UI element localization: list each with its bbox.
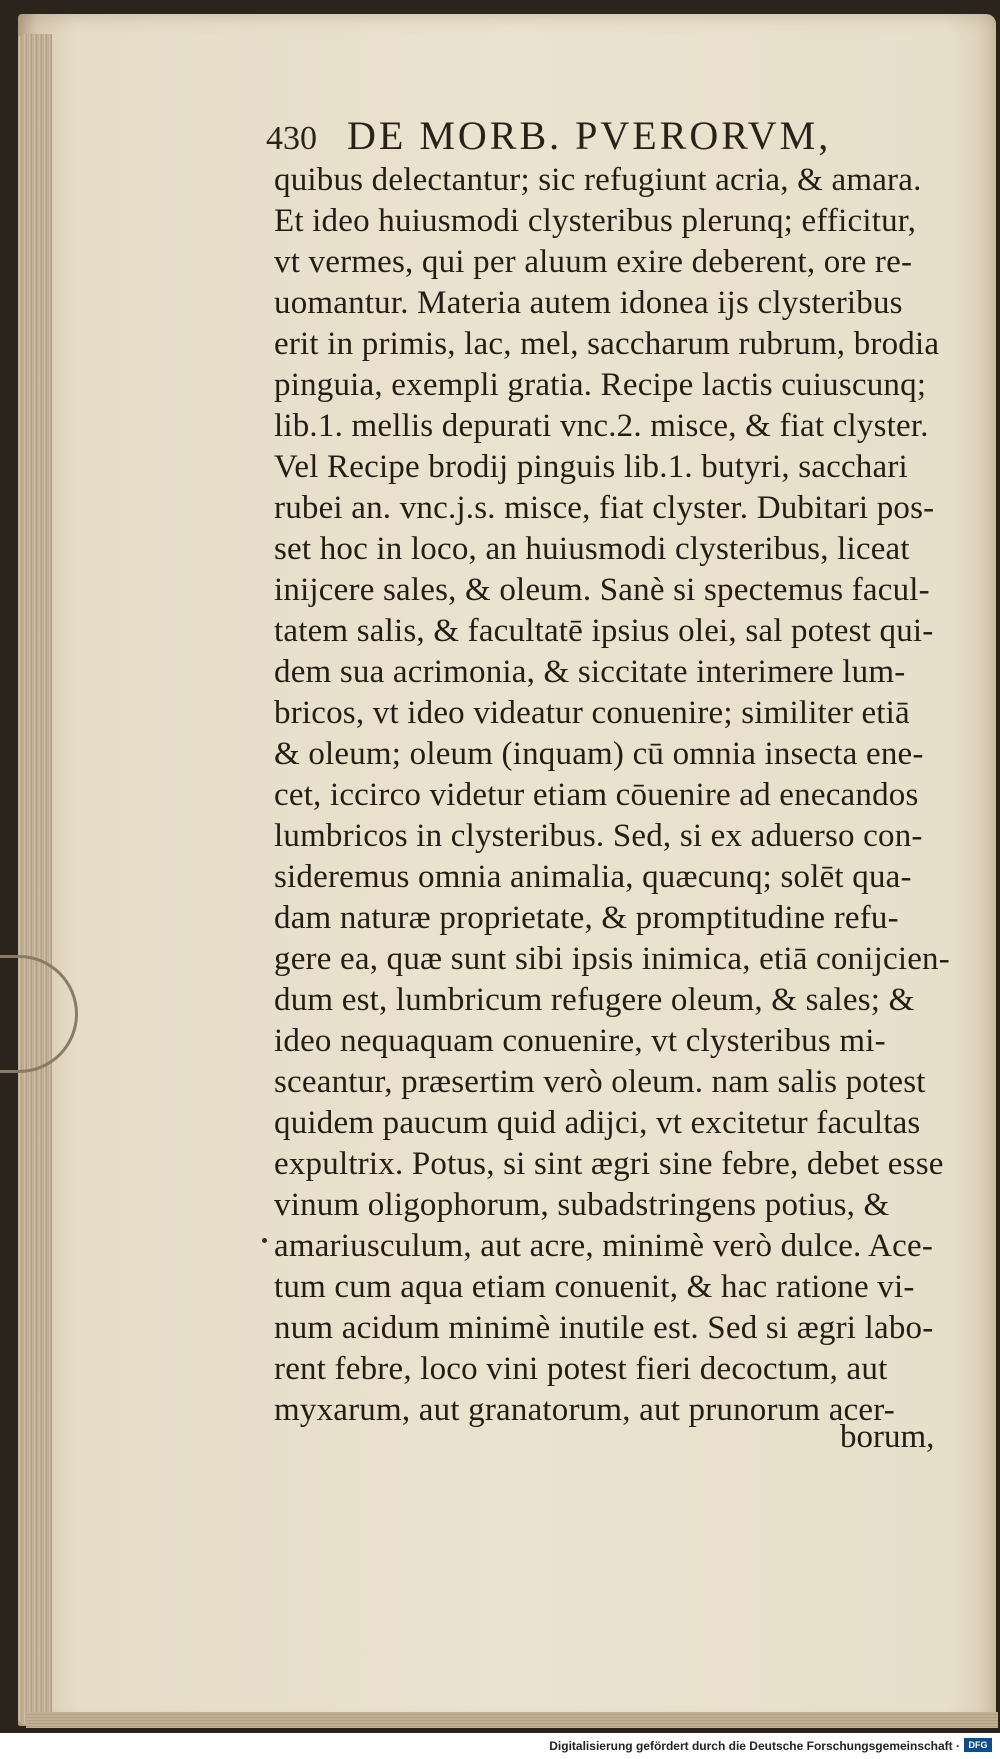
footer-bar bbox=[0, 1733, 1000, 1759]
text-line: quibus delectantur; sic refugiunt acria, & amara. bbox=[274, 162, 922, 198]
text-line: pinguia, exempli gratia. Recipe lactis cuiuscunq; bbox=[274, 367, 927, 403]
text-line: dum est, lumbricum refugere oleum, & sales; & bbox=[274, 982, 915, 1018]
dfg-logo: DFG bbox=[964, 1738, 992, 1752]
text-line: erit in primis, lac, mel, saccharum rubrum, brodia bbox=[274, 326, 940, 362]
text-line: Et ideo huiusmodi clysteribus plerunq; efficitur, bbox=[274, 203, 917, 239]
text-line: lib.1. mellis depurati vnc.2. misce, & fiat clyster. bbox=[274, 408, 929, 444]
text-line: inijcere sales, & oleum. Sanè si spectemus facul- bbox=[274, 572, 930, 608]
text-line: Vel Recipe brodij pinguis lib.1. butyri, sacchari bbox=[274, 449, 908, 485]
text-line: tatem salis, & facultatē ipsius olei, sal potest qui- bbox=[274, 613, 934, 649]
text-line: set hoc in loco, an huiusmodi clysteribus, liceat bbox=[274, 531, 910, 567]
text-line: ideo nequaquam conuenire, vt clysteribus mi- bbox=[274, 1023, 886, 1059]
text-line: lumbricos in clysteribus. Sed, si ex aduerso con- bbox=[274, 818, 923, 854]
page-bottom-edges bbox=[26, 1712, 998, 1728]
page-edges bbox=[18, 34, 52, 1724]
text-line: quidem paucum quid adijci, vt excitetur facultas bbox=[274, 1105, 921, 1141]
text-line: sideremus omnia animalia, quæcunq; solēt qua- bbox=[274, 859, 912, 895]
marginal-mark bbox=[262, 1238, 267, 1243]
text-line: myxarum, aut granatorum, aut prunorum acer- bbox=[274, 1392, 895, 1428]
text-line: dam naturæ proprietate, & promptitudine refu- bbox=[274, 900, 899, 936]
text-line: rubei an. vnc.j.s. misce, fiat clyster. Dubitari pos- bbox=[274, 490, 935, 526]
catchword: borum, bbox=[840, 1419, 935, 1455]
text-line: uomantur. Materia autem idonea ijs clysteribus bbox=[274, 285, 903, 321]
text-line: vinum oligophorum, subadstringens potius, & bbox=[274, 1187, 890, 1223]
text-line: cet, iccirco videtur etiam cōuenire ad enecandos bbox=[274, 777, 919, 813]
text-line: amariusculum, aut acre, minimè verò dulce. Ace- bbox=[274, 1228, 934, 1264]
text-line: vt vermes, qui per aluum exire deberent, ore re- bbox=[274, 244, 913, 280]
text-line: num acidum minimè inutile est. Sed si ægri labo- bbox=[274, 1310, 934, 1346]
running-header bbox=[266, 112, 906, 159]
text-line: gere ea, quæ sunt sibi ipsis inimica, etiā conijcien- bbox=[274, 941, 950, 977]
running-title: DE MORB. PVERORVM, bbox=[347, 113, 832, 158]
text-line: sceantur, præsertim verò oleum. nam salis potest bbox=[274, 1064, 926, 1100]
text-line: dem sua acrimonia, & siccitate interimere lum- bbox=[274, 654, 906, 690]
footer-credit: Digitalisierung gefördert durch die Deutsche Forschungsgemeinschaft · bbox=[549, 1739, 960, 1753]
text-line: bricos, vt ideo videatur conuenire; similiter etiā bbox=[274, 695, 910, 731]
text-line: rent febre, loco vini potest fieri decoctum, aut bbox=[274, 1351, 888, 1387]
page-number: 430 bbox=[266, 120, 317, 157]
text-line: tum cum aqua etiam conuenit, & hac ratione vi- bbox=[274, 1269, 915, 1305]
text-line: & oleum; oleum (inquam) cū omnia insecta ene- bbox=[274, 736, 924, 772]
text-line: expultrix. Potus, si sint ægri sine febre, debet esse bbox=[274, 1146, 944, 1182]
